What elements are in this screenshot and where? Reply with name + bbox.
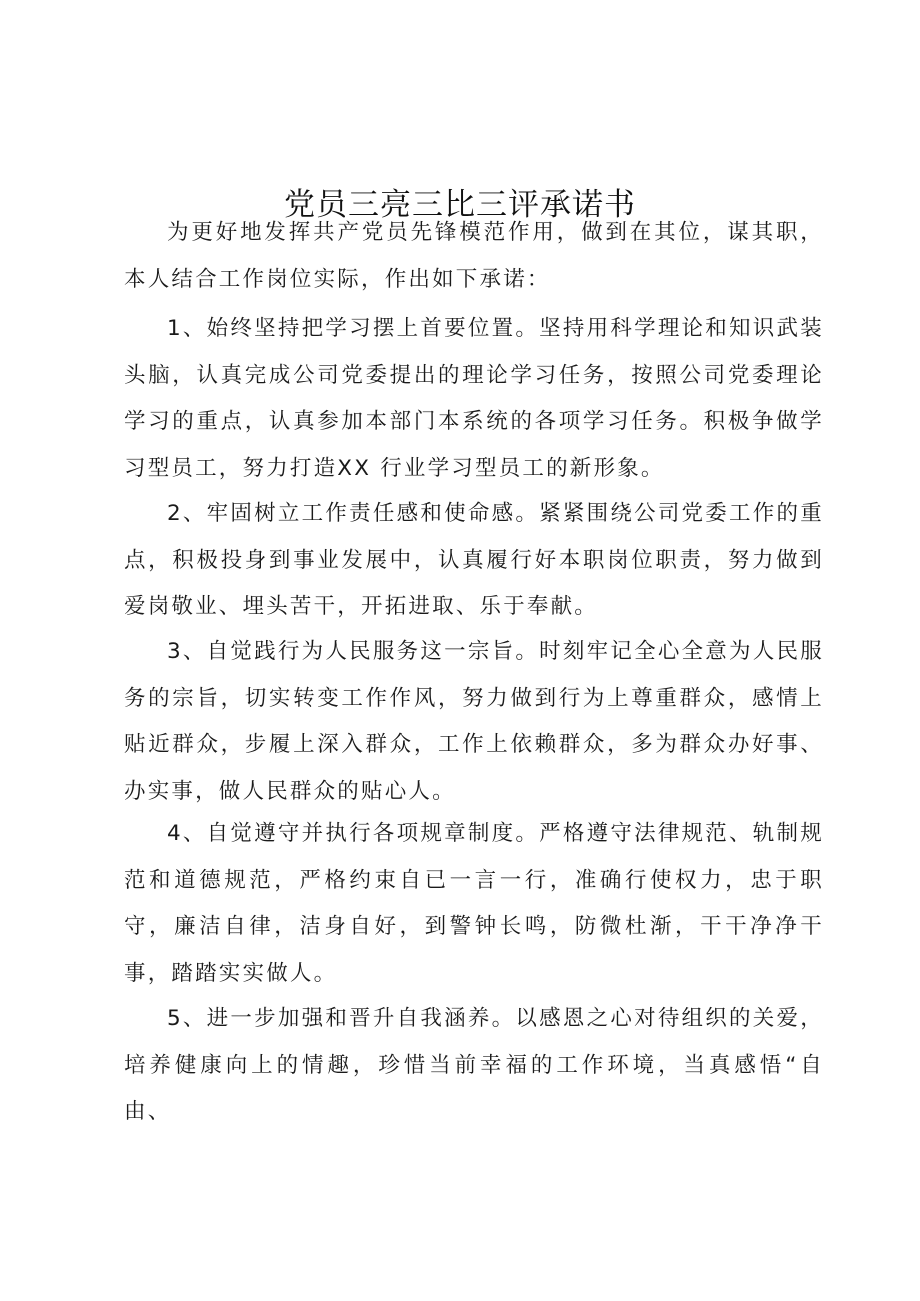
commitment-paragraph-2: 2、牢固树立工作责任感和使命感。紧紧围绕公司党委工作的重点，积极投身到事业发展中，认真履行好本职岗位职责，努力做到爱岗敬业、埋头苦干，开拓进取、乐于奉献。	[124, 501, 824, 619]
document-title: 党员三亮三比三评承诺书	[284, 186, 636, 223]
commitment-paragraph-4: 4、自觉遵守并执行各项规章制度。严格遵守法律规范、轨制规范和道德规范，严格约束自已一言一行，准确行使权力，忠于职守，廉洁自律，洁身自好，到警钟长鸣，防微杜渐，干干净净干事，踏踏实实做人。	[124, 821, 824, 986]
intro-paragraph: 为更好地发挥共产党员先锋模范作用，做到在其位，谋其职，本人结合工作岗位实际，作出如下承诺：	[124, 220, 824, 292]
commitment-paragraph-1: 1、始终坚持把学习摆上首要位置。坚持用科学理论和知识武装头脑，认真完成公司党委提出的理论学习任务，按照公司党委理论学习的重点，认真参加本部门本系统的各项学习任务。积极争做学习型员工，努力打造XX 行业学习型员工的新形象。	[124, 316, 824, 481]
commitment-paragraph-3: 3、自觉践行为人民服务这一宗旨。时刻牢记全心全意为人民服务的宗旨，切实转变工作作风，努力做到行为上尊重群众，感情上贴近群众，步履上深入群众，工作上依赖群众，多为群众办好事、办实事，做人民群众的贴心人。	[124, 639, 824, 804]
commitment-paragraph-5: 5、进一步加强和晋升自我涵养。以感恩之心对待组织的关爱，培养健康向上的情趣，珍惜当前幸福的工作环境，当真感悟“自由、	[124, 1006, 824, 1124]
